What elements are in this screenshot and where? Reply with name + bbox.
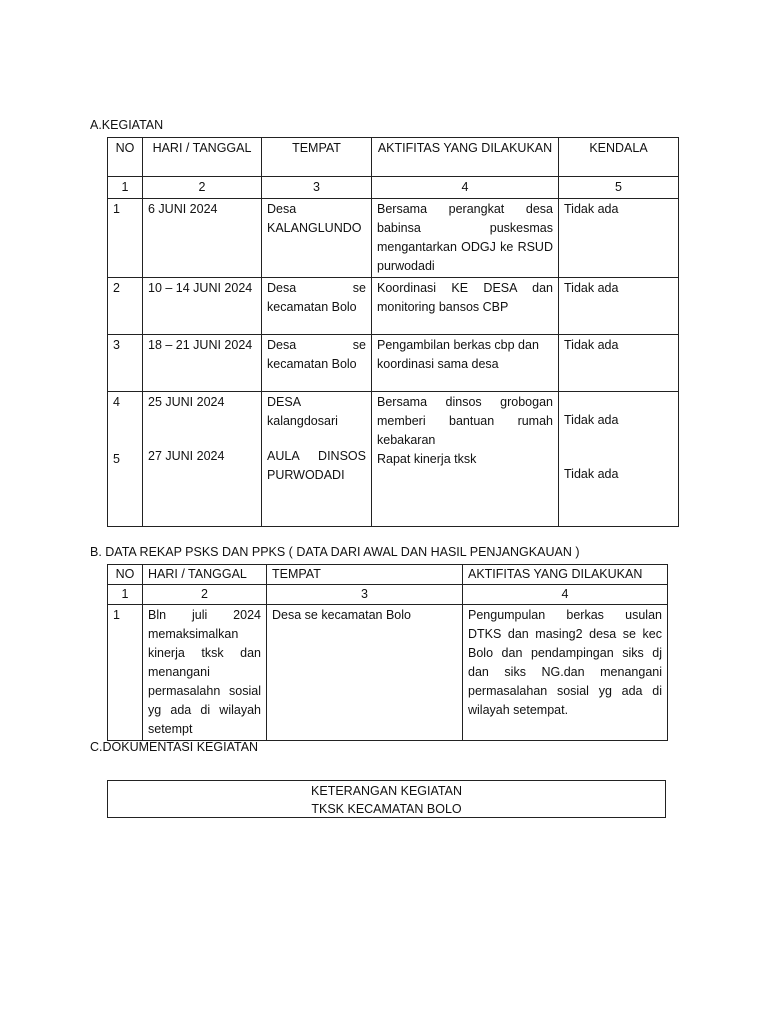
- header-activity: AKTIFITAS YANG DILAKUKAN: [372, 138, 559, 177]
- header-activity: AKTIFITAS YANG DILAKUKAN: [463, 565, 668, 585]
- table-row: [108, 605, 668, 741]
- row-no: 1: [108, 605, 143, 741]
- row-date: Bln juli 2024 memaksimalkan kinerja tksk dan menangani permasalahn sosial yg ada di wilayah setempt: [143, 605, 267, 741]
- row-no: 4 5: [108, 392, 143, 527]
- table-row: [108, 278, 679, 335]
- row-no: 2: [108, 278, 143, 335]
- row-activity: Koordinasi KE DESA dan monitoring bansos CBP: [372, 278, 559, 335]
- row-no: 1: [108, 199, 143, 278]
- recap-table: [107, 564, 668, 741]
- activity-table: [107, 137, 679, 527]
- row-activity: Bersama dinsos grobogan memberi bantuan rumah kebakaran Rapat kinerja tksk: [372, 392, 559, 527]
- col-number: 5: [559, 177, 679, 199]
- header-issue: KENDALA: [559, 138, 679, 177]
- table-row: [108, 199, 679, 278]
- row-no: 3: [108, 335, 143, 392]
- table-row: [108, 392, 679, 527]
- table-header-row: [108, 565, 668, 585]
- row-place: DESA kalangdosari AULA DINSOS PURWODADI: [262, 392, 372, 527]
- column-number-row: [108, 585, 668, 605]
- col-number: 2: [143, 585, 267, 605]
- row-date: 6 JUNI 2024: [143, 199, 262, 278]
- col-number: 3: [267, 585, 463, 605]
- documentation-box: [107, 780, 666, 818]
- header-no: NO: [108, 138, 143, 177]
- row-date: 10 – 14 JUNI 2024: [143, 278, 262, 335]
- header-place: TEMPAT: [262, 138, 372, 177]
- box-caption-line2: TKSK KECAMATAN BOLO: [311, 802, 462, 816]
- row-place: Desa se kecamatan Bolo: [262, 335, 372, 392]
- col-number: 4: [372, 177, 559, 199]
- row-issue: Tidak ada: [559, 278, 679, 335]
- box-caption-line1: KETERANGAN KEGIATAN: [311, 784, 462, 798]
- table-row: [108, 335, 679, 392]
- section-c-title: C.DOKUMENTASI KEGIATAN: [90, 740, 259, 754]
- row-place: Desa se kecamatan Bolo: [262, 278, 372, 335]
- table-header-row: [108, 138, 679, 177]
- row-date: 25 JUNI 2024 27 JUNI 2024: [143, 392, 262, 527]
- header-no: NO: [108, 565, 143, 585]
- row-date: 18 – 21 JUNI 2024: [143, 335, 262, 392]
- row-issue: Tidak ada: [559, 199, 679, 278]
- row-issue: Tidak ada: [559, 335, 679, 392]
- col-number: 1: [108, 585, 143, 605]
- col-number: 1: [108, 177, 143, 199]
- row-place: Desa se kecamatan Bolo: [267, 605, 463, 741]
- row-activity: Pengumpulan berkas usulan DTKS dan masing2 desa se kec Bolo dan pendampingan siks dj dan siks NG.dan menangani permasalahan sosial yg ada di wilayah setempat.: [463, 605, 668, 741]
- col-number: 4: [463, 585, 668, 605]
- section-a-title: A.KEGIATAN: [90, 118, 164, 132]
- header-date: HARI / TANGGAL: [143, 565, 267, 585]
- section-b-title: B. DATA REKAP PSKS DAN PPKS ( DATA DARI AWAL DAN HASIL PENJANGKAUAN ): [90, 545, 580, 559]
- column-number-row: [108, 177, 679, 199]
- header-place: TEMPAT: [267, 565, 463, 585]
- col-number: 2: [143, 177, 262, 199]
- row-issue: Tidak ada Tidak ada: [559, 392, 679, 527]
- header-date: HARI / TANGGAL: [143, 138, 262, 177]
- row-activity: Pengambilan berkas cbp dan koordinasi sama desa: [372, 335, 559, 392]
- col-number: 3: [262, 177, 372, 199]
- row-place: Desa KALANGLUNDO: [262, 199, 372, 278]
- row-activity: Bersama perangkat desa babinsa puskesmas mengantarkan ODGJ ke RSUD purwodadi: [372, 199, 559, 278]
